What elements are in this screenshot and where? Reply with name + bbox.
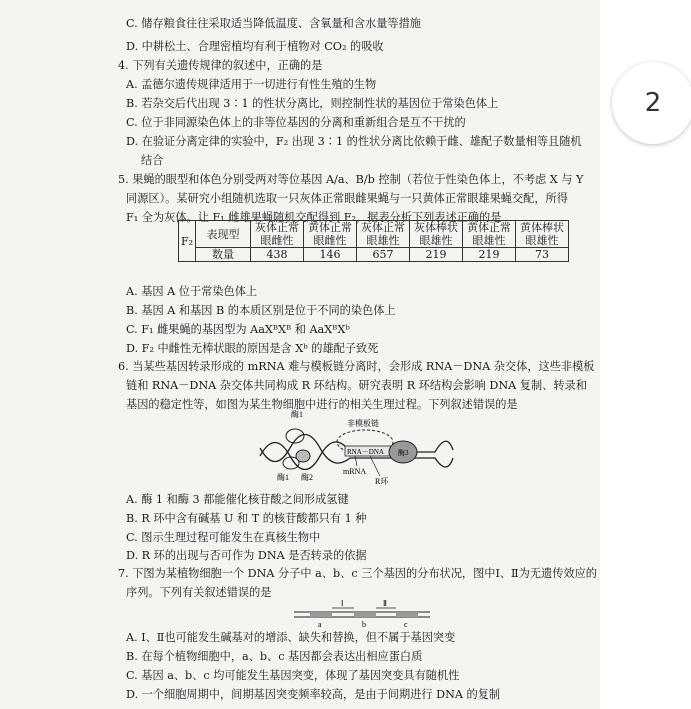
q4-option-b: B. 若杂交后代出现 3∶1 的性状分离比，则控制性状的基因位于常染色体上 [126, 97, 499, 110]
table-header-cell: 黄体棒状眼雄性 [516, 221, 569, 248]
q5-option-b: B. 基因 A 和基因 B 的本质区别是位于不同的染色体上 [126, 304, 396, 317]
table-header-cell: 表现型 [196, 221, 251, 248]
q7-option-c: C. 基因 a、b、c 均可能发生基因突变，体现了基因突变具有随机性 [126, 669, 460, 682]
q4-option-a: A. 孟德尔遗传规律适用于一切进行有性生殖的生物 [126, 78, 377, 91]
segment-1-label: Ⅰ [341, 599, 344, 608]
enzyme-2-label: 酶2 [301, 473, 313, 482]
r-loop-diagram [255, 408, 455, 486]
table-cell: 219 [410, 248, 463, 262]
q4-option-c: C. 位于非同源染色体上的非等位基因的分离和重新组合是互不干扰的 [126, 116, 466, 129]
q7-stem-2: 序列。下列有关叙述错误的是 [126, 586, 272, 599]
table-row-label: F₂ [179, 221, 196, 262]
table-cell: 438 [251, 248, 304, 262]
q3-option-c: C. 储存粮食往往采取适当降低温度、含氧量和含水量等措施 [126, 17, 421, 30]
table-header-cell: 灰体棒状眼雄性 [410, 221, 463, 248]
q4-option-d-cont: 结合 [141, 154, 164, 167]
table-cell: 73 [516, 248, 569, 262]
q5-stem-2: 同源区）。某研究小组随机选取一只灰体正常眼雌果蝇与一只黄体正常眼雄果蝇交配，所得 [126, 192, 568, 205]
q6-stem-2: 链和 RNA－DNA 杂交体共同构成 R 环结构。研究表明 R 环结构会影响 DNA 复制、转录和 [126, 379, 587, 392]
q6-option-c: C. 图示生理过程可能发生在真核生物中 [126, 531, 321, 544]
q7-option-b: B. 在每个植物细胞中，a、b、c 基因都会表达出相应蛋白质 [126, 650, 423, 663]
table-header-cell: 灰体正常眼雄性 [357, 221, 410, 248]
q6-option-d: D. R 环的出现与否可作为 DNA 是否转录的依据 [126, 549, 367, 562]
table-cell: 数量 [196, 248, 251, 262]
enzyme-1-top-label: 酶1 [291, 410, 303, 419]
q7-option-a: A. Ⅰ、Ⅱ也可能发生碱基对的增添、缺失和替换，但不属于基因突变 [126, 631, 456, 644]
gene-b-segment [354, 612, 376, 617]
page-number-badge: 2 [612, 62, 691, 144]
f2-phenotype-table [178, 220, 569, 262]
q6-option-b: B. R 环中含有碱基 U 和 T 的核苷酸都只有 1 种 [126, 512, 367, 525]
gene-c-segment [396, 612, 418, 617]
q5-stem-1: 5. 果蝇的眼型和体色分别受两对等位基因 A/a、B/b 控制（若位于性染色体上，不考虑 X 与 Y [118, 173, 584, 186]
gene-a-label: a [318, 620, 322, 629]
q4-stem: 4. 下列有关遗传规律的叙述中，正确的是 [118, 59, 323, 72]
table-header-cell: 黄体正常眼雄性 [463, 221, 516, 248]
gene-a-segment [310, 612, 332, 617]
gene-c-label: c [404, 620, 408, 629]
q7-option-d: D. 一个细胞周期中，间期基因突变频率较高，是由于间期进行 DNA 的复制 [126, 688, 501, 701]
rna-dna-label: RNA－DNA [347, 448, 384, 456]
table-header-cell: 黄体正常眼雌性 [304, 221, 357, 248]
r-loop-pointer [370, 456, 380, 476]
table-header-cell: 灰体正常眼雌性 [251, 221, 304, 248]
q5-stem-3: F₁ 全为灰体。让 F₁ 雌雄果蝇随机交配得到 F₂，据表分析下列表述正确的是 [126, 211, 502, 224]
q6-stem-3: 基因的稳定性等，如图为某生物细胞中进行的相关生理过程。下列叙述错误的是 [126, 398, 518, 411]
q6-stem-1: 6. 当某些基因转录形成的 mRNA 难与模板链分离时，会形成 RNA－DNA 杂交体，这些非模板 [118, 360, 595, 373]
table-cell: 657 [357, 248, 410, 262]
r-loop-label: R环 [375, 477, 389, 486]
q5-option-a: A. 基因 A 位于常染色体上 [126, 285, 258, 298]
q7-stem-1: 7. 下图为某植物细胞一个 DNA 分子中 a、b、c 三个基因的分布状况，图中Ⅰ、Ⅱ为无遗传效应的 [118, 567, 597, 580]
table-cell: 146 [304, 248, 357, 262]
table-cell: 219 [463, 248, 516, 262]
enzyme-2-shape [296, 450, 310, 462]
enzyme-3-label: 酶3 [398, 449, 409, 457]
q3-option-d: D. 中耕松土、合理密植均有利于植物对 CO₂ 的吸收 [126, 40, 384, 53]
q6-option-a: A. 酶 1 和酶 3 都能催化核苷酸之间形成氢键 [126, 493, 349, 506]
mrna-label: mRNA [343, 467, 367, 476]
q4-option-d: D. 在验证分离定律的实验中，F₂ 出现 3∶1 的性状分离比依赖于雌、雄配子数量相等且随机 [126, 135, 582, 148]
q5-option-d: D. F₂ 中雌性无棒状眼的原因是含 Xᵇ 的雄配子致死 [126, 342, 379, 355]
q5-option-c: C. F₁ 雌果蝇的基因型为 AaXᴮXᴮ 和 AaXᴮXᵇ [126, 323, 350, 336]
gene-b-label: b [362, 620, 366, 629]
nontemplate-label: 非模板链 [347, 419, 379, 428]
segment-2-label: Ⅱ [383, 599, 387, 608]
dna-gene-diagram [292, 599, 432, 629]
enzyme-1-bottom-label: 酶1 [277, 473, 289, 482]
